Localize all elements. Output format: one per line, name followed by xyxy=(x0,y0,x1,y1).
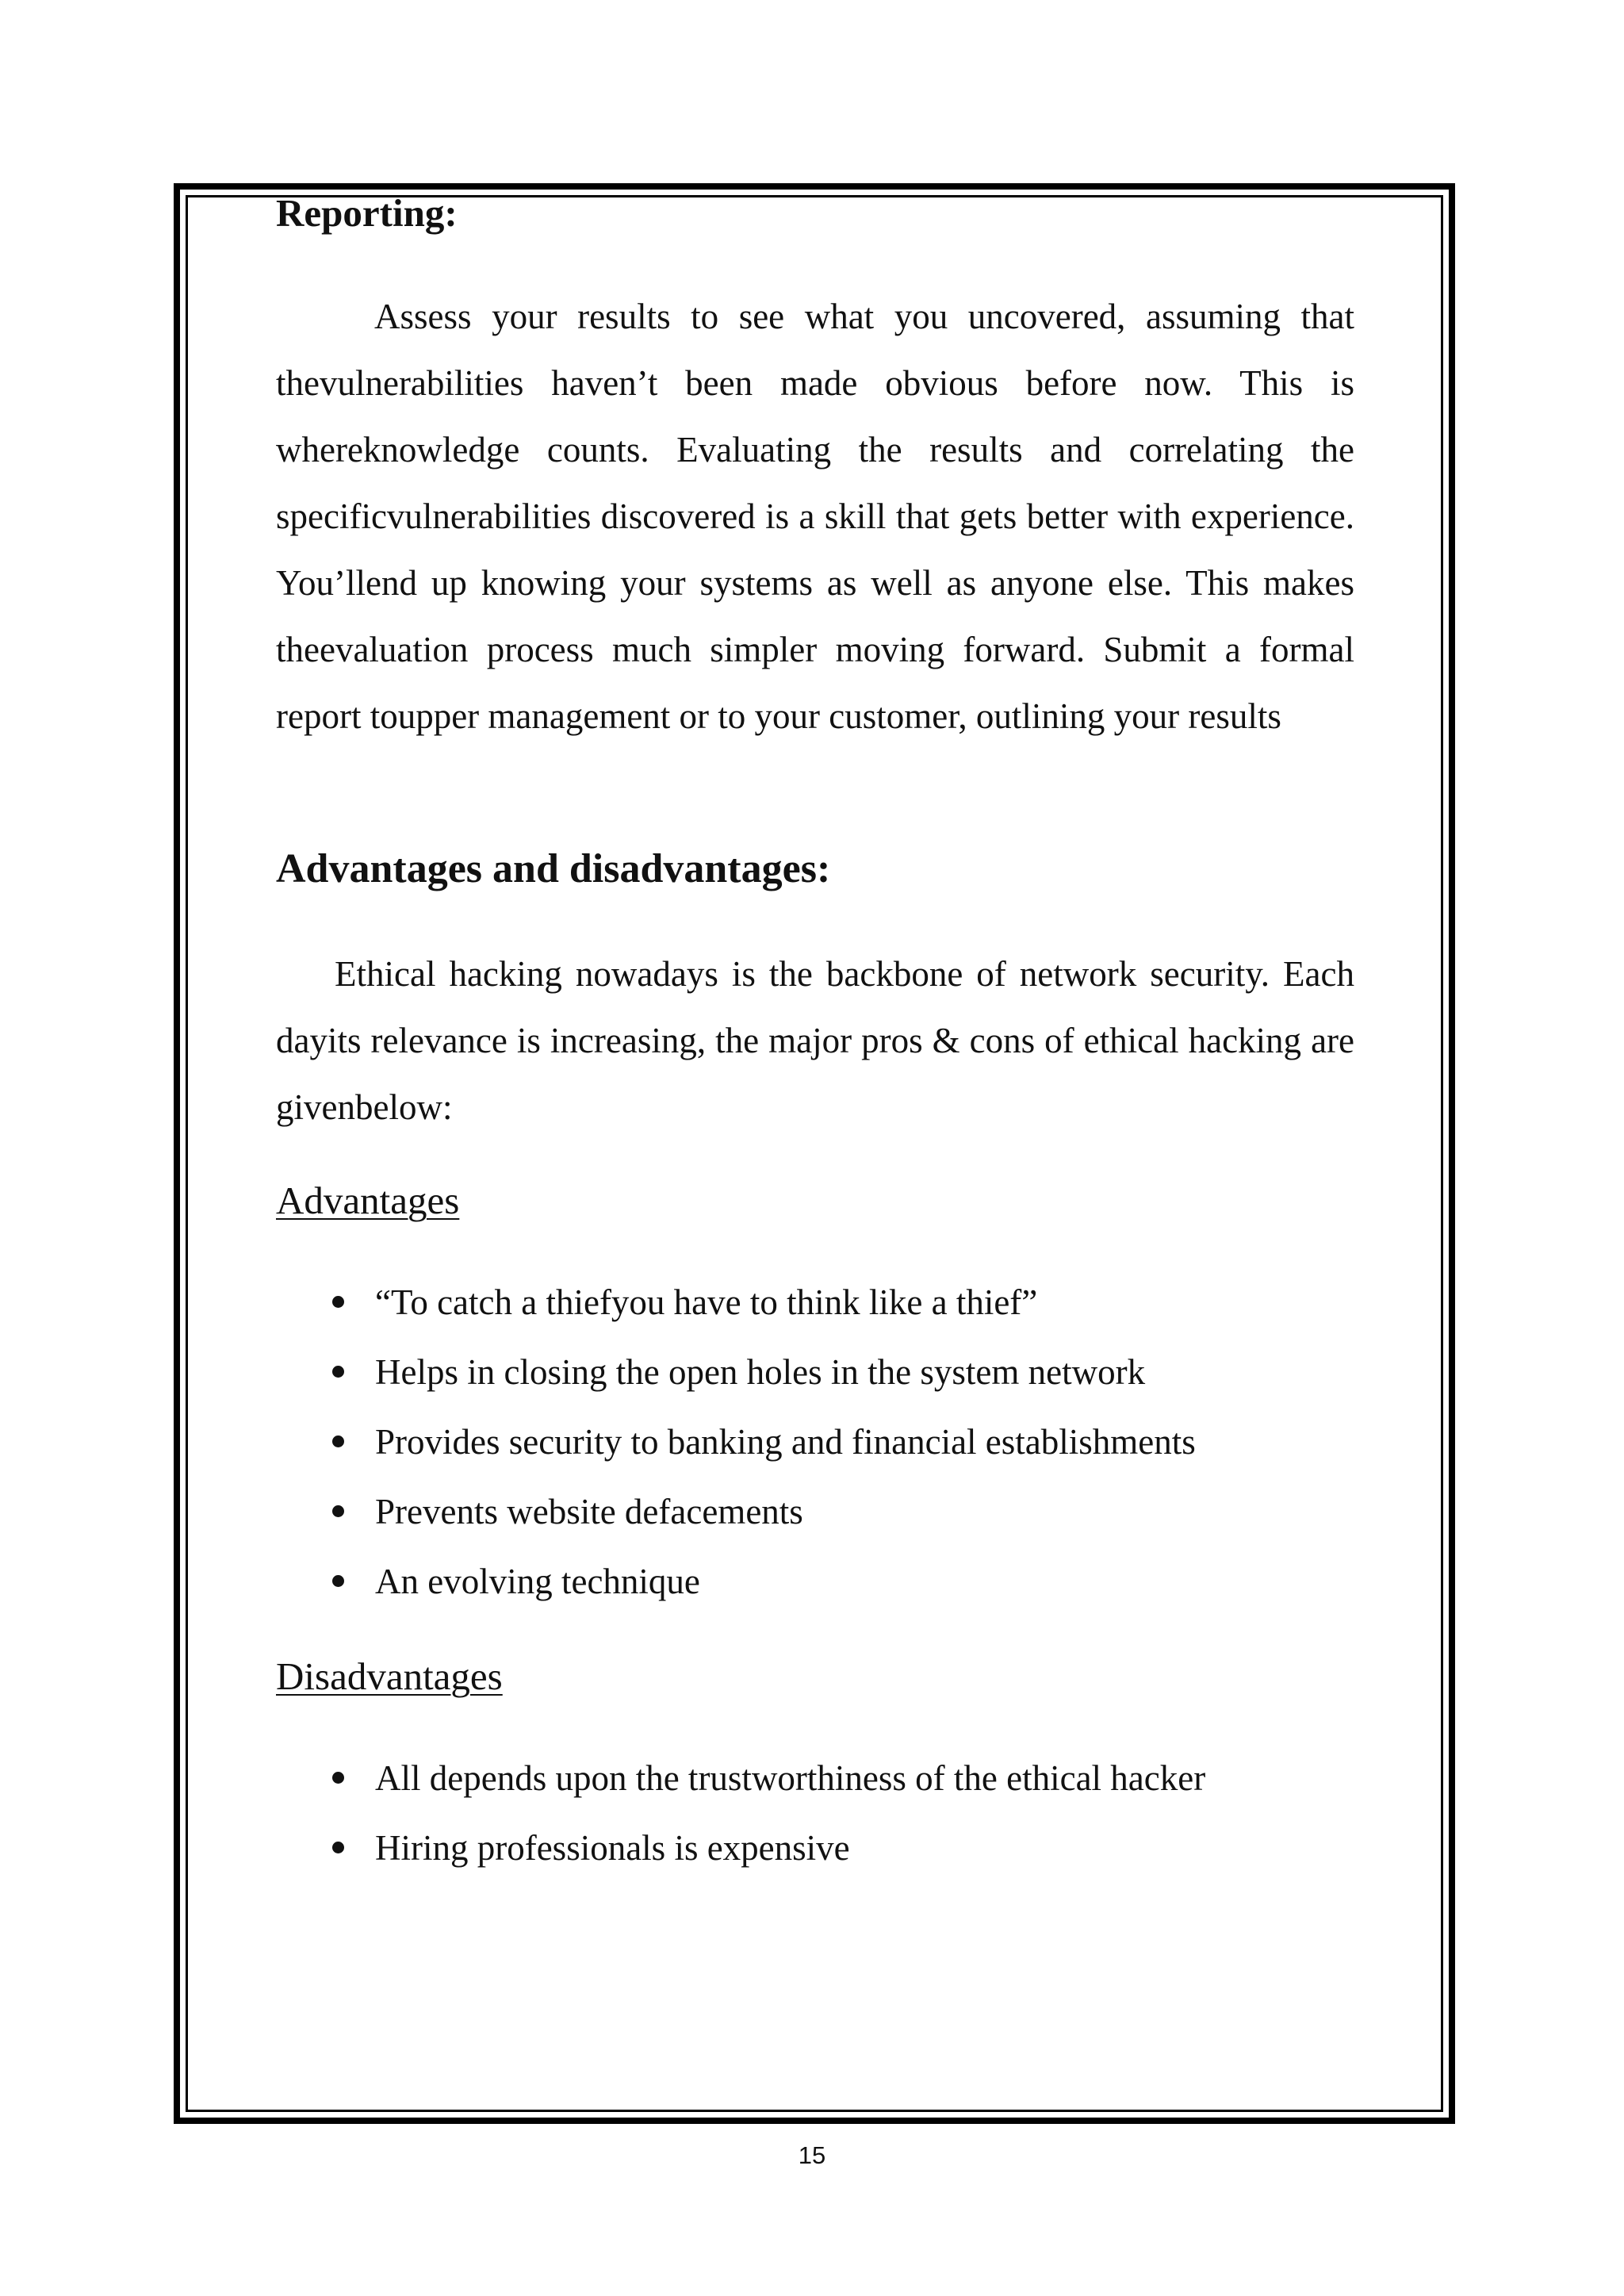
bullet-icon xyxy=(332,1772,344,1784)
list-item-text: Hiring professionals is expensive xyxy=(375,1827,850,1868)
list-item-text: All depends upon the trustworthiness of the ethical hacker xyxy=(375,1757,1206,1798)
bullet-icon xyxy=(332,1505,344,1517)
list-item xyxy=(276,1743,1354,1813)
page-content xyxy=(276,190,1354,1883)
advantages-subheading: Advantages xyxy=(276,1179,460,1223)
list-item-text: Helps in closing the open holes in the system network xyxy=(375,1351,1146,1392)
list-item xyxy=(276,1267,1354,1337)
bullet-icon xyxy=(332,1296,344,1308)
page-number: 15 xyxy=(798,2141,826,2169)
list-item xyxy=(276,1547,1354,1616)
reporting-heading: Reporting: xyxy=(276,191,458,235)
list-item-text: An evolving technique xyxy=(375,1561,700,1601)
bullet-icon xyxy=(332,1575,344,1587)
disadvantages-list xyxy=(276,1743,1354,1883)
bullet-icon xyxy=(332,1435,344,1447)
list-item xyxy=(276,1813,1354,1883)
reporting-paragraph: Assess your results to see what you uncovered, assuming that thevulnerabilities haven’t been made obvious before now. This is whereknowledge counts. Evaluating the results and correlating the specificvulnerabilities discovered is a skill that gets better with experience. You’llend up knowing your systems as well as anyone else. This makes theevaluation process much simpler moving forward. Submit a formal report toupper management or to your customer, outlining your results xyxy=(276,296,1354,736)
list-item-text: Provides security to banking and financial establishments xyxy=(375,1421,1196,1462)
advantages-list xyxy=(276,1267,1354,1616)
list-item xyxy=(276,1477,1354,1547)
list-item-text: Prevents website defacements xyxy=(375,1491,803,1531)
advantages-disadvantages-heading: Advantages and disadvantages: xyxy=(276,845,831,891)
bullet-icon xyxy=(332,1842,344,1853)
disadvantages-subheading: Disadvantages xyxy=(276,1654,503,1698)
list-item xyxy=(276,1407,1354,1477)
list-item xyxy=(276,1337,1354,1407)
bullet-icon xyxy=(332,1366,344,1378)
list-item-text: “To catch a thiefyou have to think like a thief” xyxy=(375,1282,1038,1322)
intro-paragraph: Ethical hacking nowadays is the backbone of network security. Each dayits relevance is increasing, the major pros & cons of ethical hacking are givenbelow: xyxy=(276,954,1354,1128)
